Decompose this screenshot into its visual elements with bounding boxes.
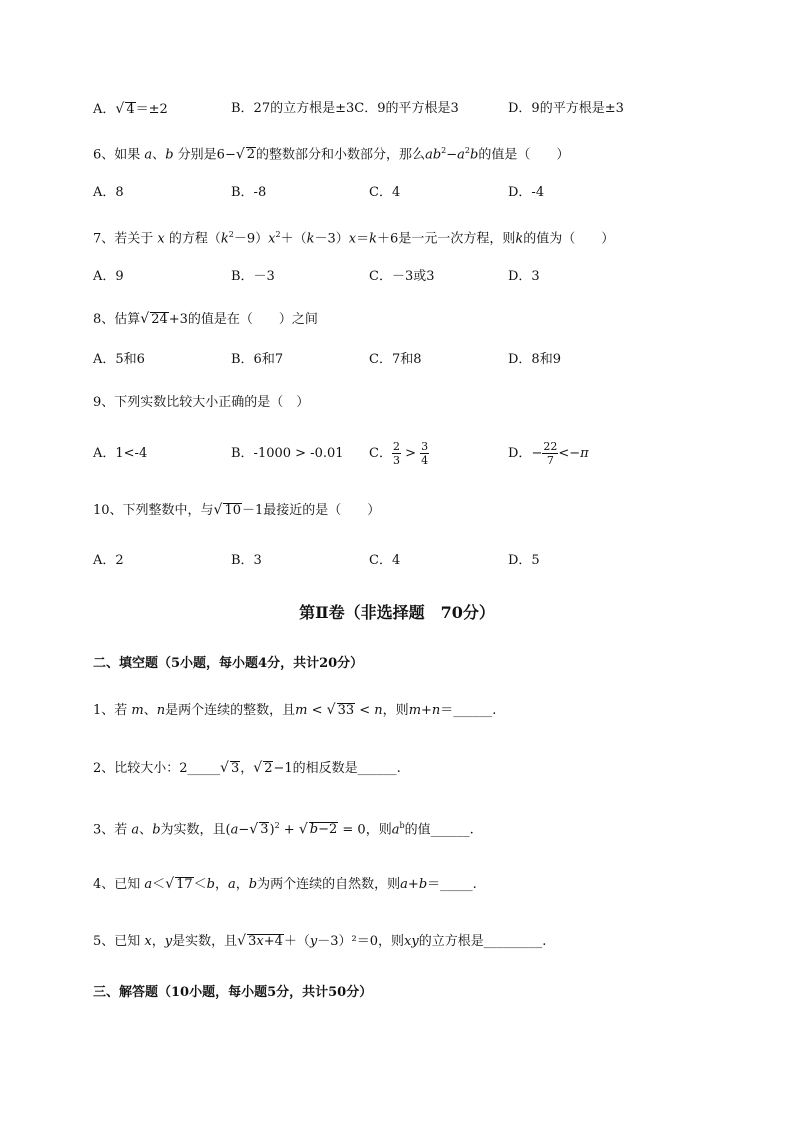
q7-option-a: A．9 — [93, 269, 124, 284]
q7-options — [93, 268, 733, 288]
q9-options — [93, 440, 733, 472]
q9-stem: 9、下列实数比较大小正确的是（ ） — [93, 395, 310, 410]
q9-option-a: A．1<-4 — [93, 446, 148, 461]
q9-option-c: C． $\frac{2}{3}$ > $\frac{3}{4}$ — [369, 440, 429, 467]
q7-stem: 7、若关于 x 的方程$(k^2-9)x^2+(k-3)x=k+6$是一元一次方程，则k的值为（ ） — [93, 230, 615, 247]
q8-option-c: C．7和8 — [369, 352, 422, 367]
fill-q2: 2、比较大小：2_____√ 3，√ 2−1的相反数是______. — [93, 760, 401, 776]
q10-option-d: D．5 — [508, 553, 540, 568]
answer-heading: 三、解答题（10小题，每小题5分，共计50分） — [93, 985, 373, 1000]
q10-option-a: A．2 — [93, 553, 124, 568]
q7-option-b: B．－3 — [231, 269, 275, 284]
q9-option-b: B．-1000 > -0.01 — [231, 446, 344, 461]
fill-q5: 5、已知 x，y是实数，且√ 3x+4＋（y－3）²＝0，则xy的立方根是_________. — [93, 933, 547, 949]
q6-option-d: D．-4 — [508, 185, 545, 200]
q8-options — [93, 351, 733, 371]
q6-option-b: B．-8 — [231, 185, 267, 200]
q7-option-c: C．－3或3 — [369, 269, 435, 284]
fill-q1: 1、若 m、n是两个连续的整数，且m < √ 33 < n，则m+n＝______. — [93, 702, 497, 718]
fill-q3: 3、若 a、b为实数，且(a−√ 3)$^2$ + √ b−2 = 0，则$a^b$的值______. — [93, 821, 474, 838]
q5-option-a: A．√ 4＝±2 — [93, 101, 168, 117]
q8-option-d: D．8和9 — [508, 352, 561, 367]
q10-stem: 10、下列整数中，与√ 10－1最接近的是（ ） — [93, 502, 381, 518]
q6-stem: 6、如果 a、b 分别是6−√ 2的整数部分和小数部分，那么$ab^2-a^2b$的值是（ ） — [93, 146, 570, 163]
q7-option-d: D．3 — [508, 269, 540, 284]
q10-option-c: C．4 — [369, 553, 401, 568]
q9-option-d: D．− $\frac{22}{7}$ <−π — [508, 440, 589, 467]
q8-option-b: B．6和7 — [231, 352, 284, 367]
q5-option-d: D．9的平方根是±3 — [508, 101, 624, 116]
q10-options — [93, 552, 733, 572]
q10-option-b: B．3 — [231, 553, 262, 568]
q6-option-c: C．4 — [369, 185, 401, 200]
q8-option-a: A．5和6 — [93, 352, 145, 367]
section-2-title: 第Ⅱ卷（非选择题 70分） — [299, 603, 495, 622]
fill-heading: 二、填空题（5小题，每小题4分，共计20分） — [93, 656, 364, 671]
q5-option-bc: B．27的立方根是±3C．9的平方根是3 — [231, 101, 459, 116]
fill-q4: 4、已知 a＜√ 17＜b，a，b为两个连续的自然数，则a+b＝_____. — [93, 876, 477, 892]
q8-stem: 8、估算√ 24+3的值是在（ ）之间 — [93, 311, 318, 327]
q6-options — [93, 184, 733, 204]
q6-option-a: A．8 — [93, 185, 124, 200]
q5-options — [93, 100, 733, 120]
